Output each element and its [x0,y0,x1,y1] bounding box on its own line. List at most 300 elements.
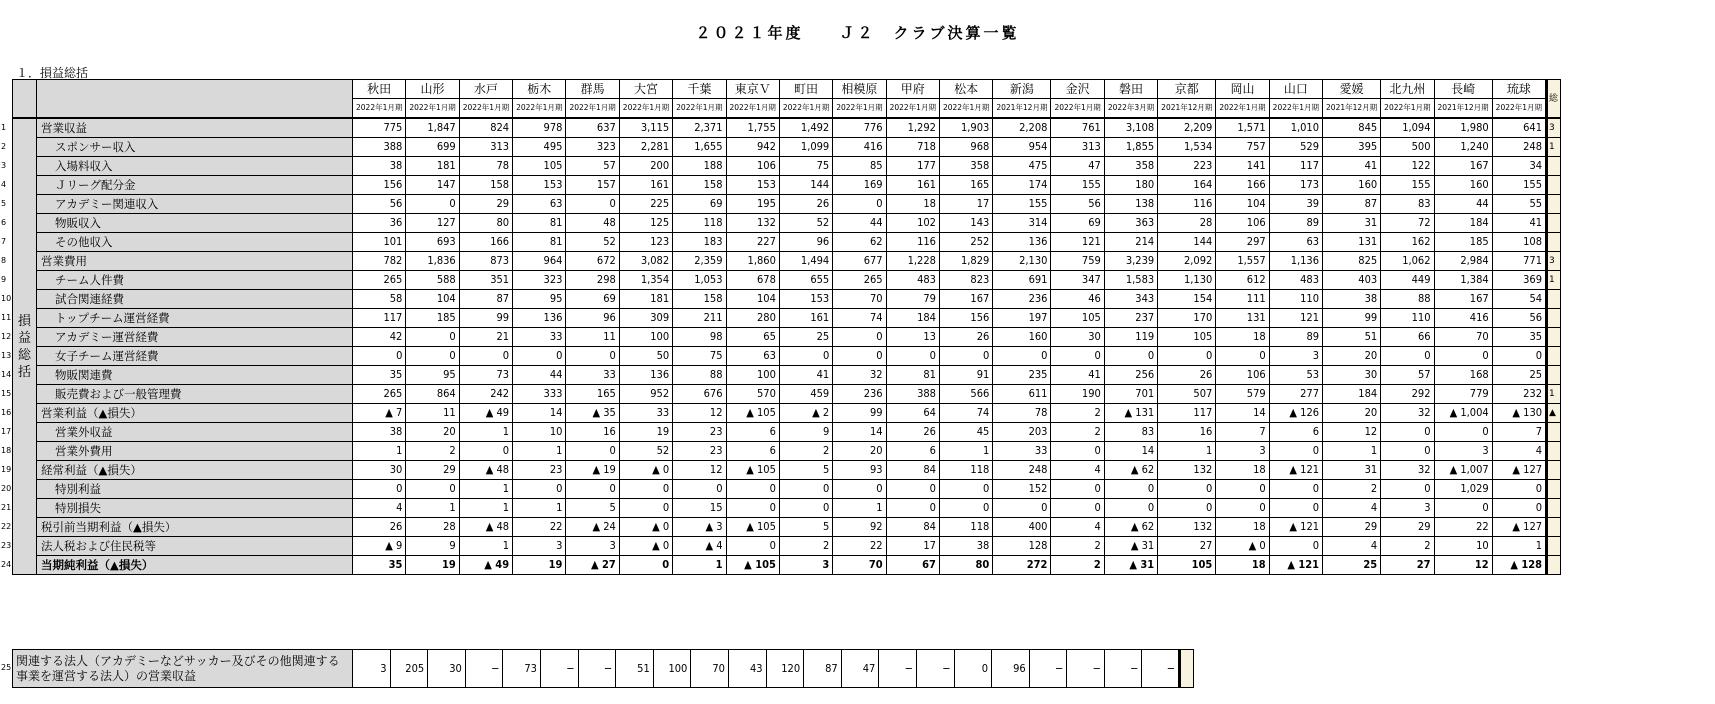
value-cell: 26 [353,518,406,537]
value-cell: 73 [459,366,512,385]
related-entity-value: − [1104,650,1142,688]
value-cell: 3 [1381,499,1434,518]
value-cell: 63 [513,195,566,214]
value-cell: 954 [993,138,1051,157]
value-cell: 41 [779,366,832,385]
value-cell: 18 [1216,328,1269,347]
value-cell: 280 [726,309,779,328]
value-cell: 298 [566,271,619,290]
value-cell: 81 [513,214,566,233]
value-cell: 119 [1104,328,1157,347]
row-label: 特別利益 [37,480,353,499]
club-name-header: 山口 [1269,80,1322,99]
row-number: 14 [1,370,12,379]
value-cell: 144 [1158,233,1216,252]
value-cell: 1,292 [886,118,939,138]
row-number: 6 [1,218,7,227]
total-cut-cell [1547,157,1561,176]
value-cell: 48 [566,214,619,233]
value-cell: 400 [993,518,1051,537]
value-cell: 167 [939,290,992,309]
value-cell: 0 [1269,480,1322,499]
fiscal-period-header: 2022年1月期 [1492,99,1546,119]
value-cell: 22 [513,518,566,537]
value-cell: 2,209 [1158,118,1216,138]
row-number: 20 [1,484,12,493]
value-cell: 22 [833,537,886,556]
header-club-row [13,80,1561,99]
value-cell: 225 [619,195,672,214]
value-cell: 80 [939,556,992,575]
value-cell: 46 [1051,290,1104,309]
value-cell: 0 [619,499,672,518]
table-row [13,423,1561,442]
row-label: スポンサー収入 [37,138,353,157]
related-entity-value: 3 [353,650,391,688]
value-cell: 105 [513,157,566,176]
value-cell: 29 [1323,518,1381,537]
value-cell: 4 [1323,537,1381,556]
value-cell: 57 [1381,366,1434,385]
value-cell: 1,829 [939,252,992,271]
value-cell: ▲ 31 [1104,556,1157,575]
value-cell: 181 [406,157,459,176]
table-row [13,366,1561,385]
row-number: 5 [1,199,7,208]
row-number: 22 [1,522,12,531]
value-cell: 449 [1381,271,1434,290]
value-cell: 864 [406,385,459,404]
value-cell: 0 [993,499,1051,518]
value-cell: ▲ 49 [459,556,512,575]
value-cell: 70 [1434,328,1492,347]
table-row [13,309,1561,328]
value-cell: ▲ 130 [1492,404,1546,423]
value-cell: 116 [886,233,939,252]
value-cell: 277 [1269,385,1322,404]
value-cell: 1 [1158,442,1216,461]
value-cell: 0 [779,347,832,366]
value-cell: 32 [833,366,886,385]
fiscal-period-header: 2022年1月期 [619,99,672,119]
total-header-cut: 総 [1547,80,1561,119]
value-cell: 1 [673,556,726,575]
table-row [13,556,1561,575]
value-cell: 0 [779,499,832,518]
value-cell: 118 [673,214,726,233]
row-number: 7 [1,237,7,246]
value-cell: 2,130 [993,252,1051,271]
value-cell: 1,860 [726,252,779,271]
value-cell: 72 [1381,214,1434,233]
value-cell: 3 [513,537,566,556]
value-cell: 1 [513,499,566,518]
value-cell: 15 [673,499,726,518]
related-entity-value: 73 [503,650,541,688]
value-cell: 1 [459,423,512,442]
row-number: 3 [1,161,7,170]
value-cell: 44 [1434,195,1492,214]
value-cell: 0 [1216,499,1269,518]
value-cell: ▲ 1,004 [1434,404,1492,423]
value-cell: 14 [833,423,886,442]
value-cell: 38 [353,157,406,176]
value-cell: 6 [726,423,779,442]
value-cell: 757 [1216,138,1269,157]
value-cell: 105 [1051,309,1104,328]
value-cell: 57 [566,157,619,176]
value-cell: 161 [886,176,939,195]
value-cell: 825 [1323,252,1381,271]
value-cell: 265 [833,271,886,290]
value-cell: 27 [1381,556,1434,575]
value-cell: 388 [886,385,939,404]
table-row [13,385,1561,404]
value-cell: 0 [1381,423,1434,442]
value-cell: 166 [1216,176,1269,195]
value-cell: 99 [833,404,886,423]
value-cell: 95 [513,290,566,309]
value-cell: 26 [779,195,832,214]
value-cell: 483 [886,271,939,290]
value-cell: 98 [673,328,726,347]
value-cell: 161 [779,309,832,328]
value-cell: 185 [406,309,459,328]
row-number: 11 [1,313,12,322]
value-cell: 81 [513,233,566,252]
value-cell: 29 [459,195,512,214]
value-cell: 873 [459,252,512,271]
value-cell: 0 [939,480,992,499]
value-cell: 69 [566,290,619,309]
value-cell: 181 [619,290,672,309]
value-cell: 1 [833,499,886,518]
value-cell: 0 [1158,347,1216,366]
fiscal-period-header: 2021年12月期 [1323,99,1381,119]
value-cell: 19 [619,423,672,442]
value-cell: 34 [1492,157,1546,176]
value-cell: 100 [619,328,672,347]
value-cell: ▲ 48 [459,518,512,537]
value-cell: 3 [1269,347,1322,366]
value-cell: 167 [1434,290,1492,309]
value-cell: 106 [726,157,779,176]
related-entity-value: − [1067,650,1105,688]
value-cell: 32 [1381,404,1434,423]
value-cell: 1,228 [886,252,939,271]
club-name-header: 磐田 [1104,80,1157,99]
club-name-header: 千葉 [673,80,726,99]
value-cell: 475 [993,157,1051,176]
total-cut-cell: ▲ [1547,404,1561,423]
row-label: 経常利益（▲損失） [37,461,353,480]
value-cell: 0 [833,347,886,366]
value-cell: 1,136 [1269,252,1322,271]
club-name-header: 秋田 [353,80,406,99]
value-cell: 17 [939,195,992,214]
value-cell: 184 [886,309,939,328]
value-cell: 978 [513,118,566,138]
fiscal-period-header: 2022年3月期 [1104,99,1157,119]
value-cell: 88 [673,366,726,385]
table-row [13,480,1561,499]
row-label: Ｊリーグ配分金 [37,176,353,195]
value-cell: ▲ 128 [1492,556,1546,575]
value-cell: 56 [353,195,406,214]
total-cut-cell: 3 [1547,252,1561,271]
value-cell: ▲ 31 [1104,537,1157,556]
value-cell: 718 [886,138,939,157]
value-cell: 677 [833,252,886,271]
value-cell: 20 [1323,404,1381,423]
value-cell: 351 [459,271,512,290]
value-cell: 0 [1051,347,1104,366]
value-cell: 7 [1492,423,1546,442]
value-cell: 78 [993,404,1051,423]
value-cell: 507 [1158,385,1216,404]
row-label: 入場料収入 [37,157,353,176]
value-cell: ▲ 9 [353,537,406,556]
value-cell: ▲ 121 [1269,556,1322,575]
row-number: 24 [1,560,12,569]
value-cell: 69 [1051,214,1104,233]
value-cell: 41 [1492,214,1546,233]
value-cell: 0 [1434,499,1492,518]
related-entity-table [12,649,1194,688]
vertical-section-label [13,118,37,575]
value-cell: 1,240 [1434,138,1492,157]
value-cell: 2 [1051,423,1104,442]
value-cell: 0 [1051,480,1104,499]
club-name-header: 松本 [939,80,992,99]
value-cell: 22 [1434,518,1492,537]
value-cell: 0 [1381,480,1434,499]
value-cell: ▲ 7 [353,404,406,423]
value-cell: 56 [1492,309,1546,328]
value-cell: 167 [1434,157,1492,176]
value-cell: 1,130 [1158,271,1216,290]
value-cell: 3,239 [1104,252,1157,271]
value-cell: 242 [459,385,512,404]
value-cell: 235 [993,366,1051,385]
value-cell: 678 [726,271,779,290]
value-cell: 20 [1323,347,1381,366]
value-cell: 70 [833,556,886,575]
value-cell: ▲ 121 [1269,518,1322,537]
total-cut-cell: 1 [1547,271,1561,290]
value-cell: 2 [1323,480,1381,499]
value-cell: 0 [406,328,459,347]
value-cell: 62 [833,233,886,252]
value-cell: 100 [726,366,779,385]
value-cell: 83 [1104,423,1157,442]
value-cell: 1,557 [1216,252,1269,271]
value-cell: 0 [726,537,779,556]
value-cell: 75 [779,157,832,176]
value-cell: 0 [406,480,459,499]
club-name-header: 岡山 [1216,80,1269,99]
value-cell: 18 [886,195,939,214]
value-cell: 2 [1051,404,1104,423]
value-cell: 92 [833,518,886,537]
value-cell: 12 [673,461,726,480]
value-cell: ▲ 0 [619,518,672,537]
club-name-header: 琉球 [1492,80,1546,99]
value-cell: 3,108 [1104,118,1157,138]
value-cell: 52 [779,214,832,233]
related-entity-value: 87 [804,650,842,688]
value-cell: 0 [1104,347,1157,366]
value-cell: 127 [406,214,459,233]
row-number: 25 [1,663,12,672]
row-label: 法人税および住民税等 [37,537,353,556]
value-cell: 612 [1216,271,1269,290]
value-cell: 10 [1434,537,1492,556]
total-cut-cell: 1 [1547,385,1561,404]
value-cell: 0 [833,480,886,499]
vertical-section-text: 損益総括 [17,313,31,380]
value-cell: 1,903 [939,118,992,138]
value-cell: 0 [1158,480,1216,499]
value-cell: 313 [1051,138,1104,157]
value-cell: 942 [726,138,779,157]
value-cell: 395 [1323,138,1381,157]
related-entity-value: − [540,650,578,688]
value-cell: 3,082 [619,252,672,271]
value-cell: 588 [406,271,459,290]
table-row [13,518,1561,537]
value-cell: 570 [726,385,779,404]
value-cell: 0 [566,347,619,366]
value-cell: 132 [726,214,779,233]
value-cell: 1,094 [1381,118,1434,138]
value-cell: 16 [1158,423,1216,442]
fiscal-period-header: 2021年12月期 [1158,99,1216,119]
value-cell: 153 [726,176,779,195]
value-cell: 185 [1434,233,1492,252]
value-cell: 14 [1104,442,1157,461]
value-cell: 87 [459,290,512,309]
value-cell: 39 [1269,195,1322,214]
row-number: 18 [1,446,12,455]
value-cell: 0 [619,480,672,499]
value-cell: 80 [459,214,512,233]
value-cell: 116 [1158,195,1216,214]
value-cell: 323 [566,138,619,157]
value-cell: 84 [886,461,939,480]
table-row [13,157,1561,176]
total-cut-cell [1547,461,1561,480]
row-label: 特別損失 [37,499,353,518]
fiscal-period-header: 2022年1月期 [513,99,566,119]
row-number: 12 [1,332,12,341]
value-cell: 236 [833,385,886,404]
value-cell: 566 [939,385,992,404]
value-cell: 16 [566,423,619,442]
value-cell: 153 [779,290,832,309]
related-entity-value: 100 [653,650,691,688]
value-cell: 50 [619,347,672,366]
value-cell: 775 [353,118,406,138]
value-cell: 1 [353,442,406,461]
value-cell: 358 [939,157,992,176]
value-cell: 117 [1269,157,1322,176]
value-cell: 248 [1492,138,1546,157]
value-cell: 28 [406,518,459,537]
value-cell: 117 [1158,404,1216,423]
section-heading: １．損益総括 [16,66,89,80]
value-cell: 343 [1104,290,1157,309]
table-row [13,233,1561,252]
row-label: 営業費用 [37,252,353,271]
value-cell: ▲ 27 [566,556,619,575]
value-cell: 85 [833,157,886,176]
value-cell: 78 [459,157,512,176]
row-label: 試合関連経費 [37,290,353,309]
value-cell: 237 [1104,309,1157,328]
value-cell: 33 [619,404,672,423]
value-cell: 1,755 [726,118,779,138]
fiscal-period-header: 2021年12月期 [993,99,1051,119]
value-cell: 0 [459,347,512,366]
row-number: 10 [1,294,12,303]
row-number: 13 [1,351,12,360]
value-cell: 165 [566,385,619,404]
club-name-header: 甲府 [886,80,939,99]
value-cell: 0 [1104,480,1157,499]
value-cell: 845 [1323,118,1381,138]
total-cut-cell [1547,366,1561,385]
related-entity-value: 47 [841,650,879,688]
table-row [13,461,1561,480]
value-cell: ▲ 62 [1104,461,1157,480]
total-cut-cell [1547,176,1561,195]
value-cell: 42 [353,328,406,347]
value-cell: 102 [886,214,939,233]
value-cell: 11 [406,404,459,423]
value-cell: 67 [886,556,939,575]
value-cell: ▲ 126 [1269,404,1322,423]
value-cell: 26 [886,423,939,442]
value-cell: 106 [1216,214,1269,233]
value-cell: 265 [353,385,406,404]
value-cell: 4 [1492,442,1546,461]
row-label: 営業利益（▲損失） [37,404,353,423]
value-cell: 223 [1158,157,1216,176]
value-cell: 0 [939,499,992,518]
row-label: 営業収益 [37,118,353,138]
fiscal-period-header: 2022年1月期 [353,99,406,119]
value-cell: 121 [1051,233,1104,252]
value-cell: 1,354 [619,271,672,290]
value-cell: 14 [513,404,566,423]
fiscal-period-header: 2022年1月期 [1051,99,1104,119]
value-cell: 69 [673,195,726,214]
value-cell: 54 [1492,290,1546,309]
value-cell: 25 [1492,366,1546,385]
value-cell: 691 [993,271,1051,290]
value-cell: ▲ 3 [673,518,726,537]
value-cell: 313 [459,138,512,157]
value-cell: 161 [619,176,672,195]
value-cell: 144 [779,176,832,195]
value-cell: ▲ 0 [619,537,672,556]
value-cell: 5 [779,461,832,480]
value-cell: 369 [1492,271,1546,290]
value-cell: 672 [566,252,619,271]
value-cell: 0 [1104,499,1157,518]
value-cell: 968 [939,138,992,157]
